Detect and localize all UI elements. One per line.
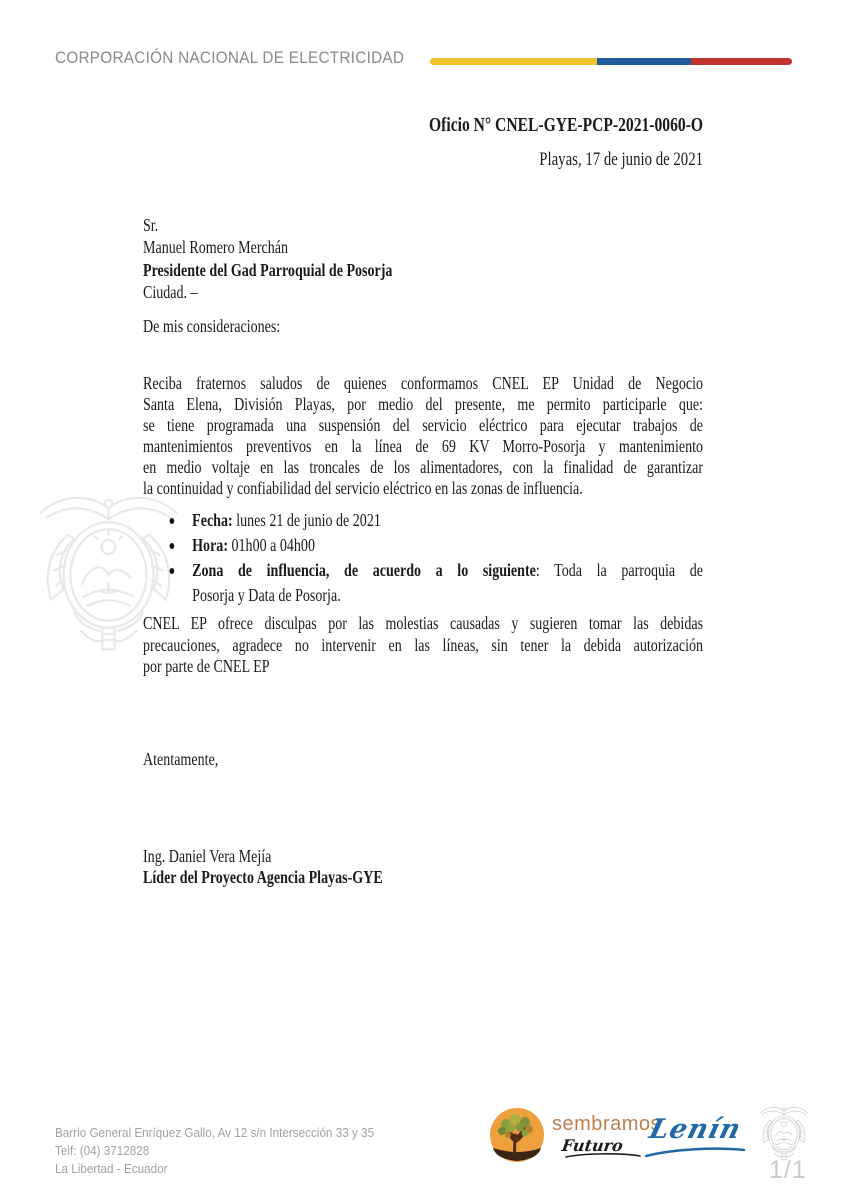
paragraph-2-line: por parte de CNEL EP bbox=[143, 656, 270, 676]
bullet-zona bbox=[143, 558, 703, 583]
paragraph-1-line: Santa Elena, División Playas, por medio del presente, me permito participarle que: bbox=[143, 394, 704, 414]
page-indicator: 1/1 bbox=[769, 1156, 807, 1184]
lenin-underline-swoosh-icon bbox=[644, 1146, 748, 1158]
sembramos-futuro-logo bbox=[489, 1107, 661, 1163]
letter-body bbox=[143, 0, 703, 920]
recipient-salutation: Sr. bbox=[143, 215, 159, 235]
paragraph-1-line: la continuidad y confiabilidad del servicio eléctrico en las zonas de influencia. bbox=[143, 478, 583, 498]
signature-block bbox=[143, 846, 703, 888]
recipient-title: Presidente del Gad Parroquial de Posorja bbox=[143, 259, 393, 280]
paragraph-1-line: Reciba fraternos saludos de quienes conformamos CNEL EP Unidad de Negocio bbox=[143, 373, 704, 393]
bullet-hora bbox=[143, 533, 703, 558]
sembramos-word: sembramos bbox=[552, 1113, 661, 1135]
lenin-logo bbox=[646, 1114, 748, 1158]
bullet-fecha-text: lunes 21 de junio de 2021 bbox=[232, 510, 381, 530]
closing: Atentamente, bbox=[143, 749, 219, 769]
signer-name: Ing. Daniel Vera Mejía bbox=[143, 846, 272, 866]
recipient-name: Manuel Romero Merchán bbox=[143, 237, 289, 258]
bullet-fecha-label: Fecha: bbox=[192, 510, 233, 530]
recipient-block bbox=[143, 214, 703, 304]
date-line: Playas, 17 de junio de 2021 bbox=[539, 149, 704, 170]
footer-address-line: La Libertad - Ecuador bbox=[55, 1161, 168, 1176]
paragraph-1-line: en medio voltaje en las troncales de los alimentadores, con la finalidad de garantizar bbox=[143, 457, 704, 477]
paragraph-1-line: se tiene programada una suspensión del servicio eléctrico para ejecutar trabajos de bbox=[143, 415, 704, 435]
recipient-city-line: Ciudad. – bbox=[143, 282, 198, 303]
bullet-hora-label: Hora: bbox=[192, 535, 229, 555]
bullet-fecha bbox=[143, 508, 703, 533]
bullet-zona-label: Zona de influencia, de acuerdo a lo siguiente bbox=[192, 560, 536, 580]
greeting: De mis consideraciones: bbox=[143, 316, 281, 336]
footer-address-line: Telf: (04) 3712828 bbox=[55, 1143, 150, 1158]
bullet-zona-text: : Toda la parroquia de bbox=[535, 560, 704, 580]
footer-address bbox=[55, 1124, 374, 1178]
paragraph-2-line: CNEL EP ofrece disculpas por las molestias causadas y sugieren tomar las debidas bbox=[143, 613, 704, 633]
org-name: CORPORACIÓN NACIONAL DE ELECTRICIDAD bbox=[55, 48, 405, 67]
paragraph-1-line: mantenimientos preventivos en la línea de 69 KV Morro-Posorja y mantenimiento bbox=[143, 436, 704, 456]
oficio-number: Oficio N° CNEL-GYE-PCP-2021-0060-O bbox=[429, 114, 704, 136]
lenin-wordmark: Lenín bbox=[646, 1114, 745, 1145]
futuro-word: Futuro bbox=[560, 1136, 625, 1155]
paragraph-2-line: precauciones, agradece no intervenir en las líneas, sin tener la debida autorización bbox=[143, 634, 704, 655]
bullet-zona-line2: Posorja y Data de Posorja. bbox=[192, 585, 341, 605]
bullet-hora-text: 01h00 a 04h00 bbox=[228, 535, 315, 555]
bullet-list bbox=[143, 508, 703, 608]
tree-icon bbox=[489, 1107, 545, 1163]
flag-red-segment bbox=[691, 58, 792, 65]
paragraph-2 bbox=[143, 613, 703, 678]
paragraph-1 bbox=[143, 373, 703, 499]
signer-title: Líder del Proyecto Agencia Playas-GYE bbox=[143, 867, 383, 887]
footer-address-line: Barrio General Enríquez Gallo, Av 12 s/n Intersección 33 y 35 bbox=[55, 1125, 375, 1140]
